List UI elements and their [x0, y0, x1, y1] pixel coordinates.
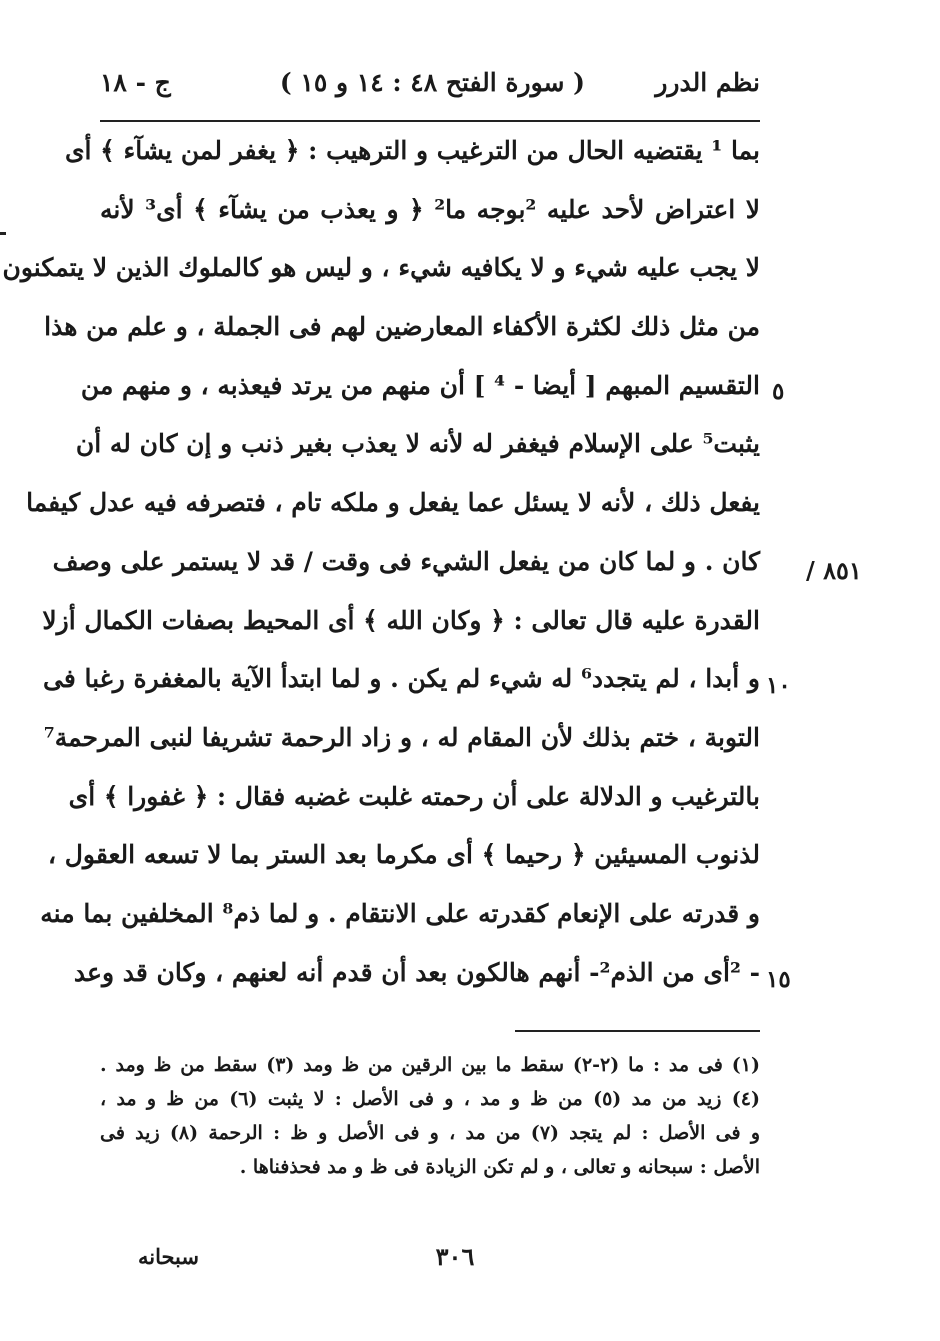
catchword: سبحانه [138, 1244, 199, 1269]
text-line: بما ¹ يقتضيه الحال من الترغيب و الترهيب : ﴿ يغفر لمن يشآء ﴾ أى [64, 136, 760, 165]
main-text [2, 122, 760, 1002]
text-line: و أبدا ، لم يتجدد⁶ له شيء لم يكن . و لما ابتدأ الآية بالمغفرة رغبا فى [43, 664, 760, 694]
surah-reference: ( سورة الفتح ٤٨ : ١٤ و ١٥ ) [279, 68, 585, 97]
text-line: يفعل ذلك ، لأنه لا يسئل عما يفعل و ملكه تام ، فتصرفه فيه عدل كيفما [26, 488, 760, 518]
text-line: و قدرته على الإنعام كقدرته على الانتقام . و لما ذم⁸ المخلفين بما منه [40, 898, 760, 928]
text-line: من مثل ذلك لكثرة الأكفاء المعارضين لهم فى الجملة ، و علم من هذا [44, 312, 760, 342]
book-title: نظم الدرر [655, 68, 760, 97]
footnotes [100, 1048, 760, 1184]
page-number: ٣٠٦ [435, 1242, 475, 1271]
running-header [100, 62, 760, 110]
scan-mark [0, 232, 6, 235]
text-line: لا يجب عليه شيء و لا يكافيه شيء ، و ليس هو كالملوك الذين لا يتمكنون [2, 253, 760, 283]
text-line: التقسيم المبهم [ أيضا - ⁴ ] أن منهم من يرتد فيعذبه ، و منهم من [80, 370, 760, 400]
footnote-rule [515, 1030, 760, 1032]
footnote-line: الأصل : سبحانه و تعالى ، و لم تكن الزيادة فى ظ و مد فحذفناها . [239, 1156, 760, 1178]
footnote-line: (١) فى مد : ما (٢-٢) سقط ما بين الرقين من ظ ومد (٣) سقط من ظ ومد . [100, 1054, 760, 1076]
volume-number: ج - ١٨ [100, 68, 171, 97]
footnote-line: (٤) زيد من مد (٥) من ظ و مد ، و فى الأصل : لا يثبت (٦) من ظ و مد ، [100, 1088, 761, 1110]
line-number-5: ٥ [772, 378, 785, 405]
text-line: التوبة ، ختم بذلك لأن المقام له ، و زاد الرحمة تشريفا لنبى المرحمة⁷ [43, 722, 760, 752]
line-number-10: ١٠ [766, 672, 791, 699]
text-line: بالترغيب و الدلالة على أن رحمته غلبت غضبه فقال : ﴿ غفورا ﴾ أى [68, 781, 760, 811]
text-line: يثبت⁵ على الإسلام فيغفر له لأنه لا يعذب بغير ذنب و إن كان له أن [75, 429, 760, 459]
manuscript-folio-note: ٨٥١ / [806, 556, 862, 585]
line-number-15: ١٥ [766, 966, 791, 993]
text-line: لذنوب المسيئين ﴿ رحيما ﴾ أى مكرما بعد الستر بما لا تسعه العقول ، [48, 840, 760, 870]
text-line: - ²أى من الذم²- أنهم هالكون بعد أن قدم أنه لعنهم ، وكان قد وعد [73, 957, 760, 987]
footnote-line: و فى الأصل : لم يتجد (٧) من مد ، و فى الأصل و ظ : الرحمة (٨) زيد فى [100, 1122, 761, 1144]
text-line: القدرة عليه قال تعالى : ﴿ وكان الله ﴾ أى المحيط بصفات الكمال أزلا [42, 605, 760, 635]
text-line: لا اعتراض لأحد عليه ²بوجه ما² ﴿ و يعذب من يشآء ﴾ أى³ لأنه [100, 194, 760, 224]
text-line: كان . و لما كان من يفعل الشيء فى وقت / قد لا يستمر على وصف [52, 546, 760, 576]
